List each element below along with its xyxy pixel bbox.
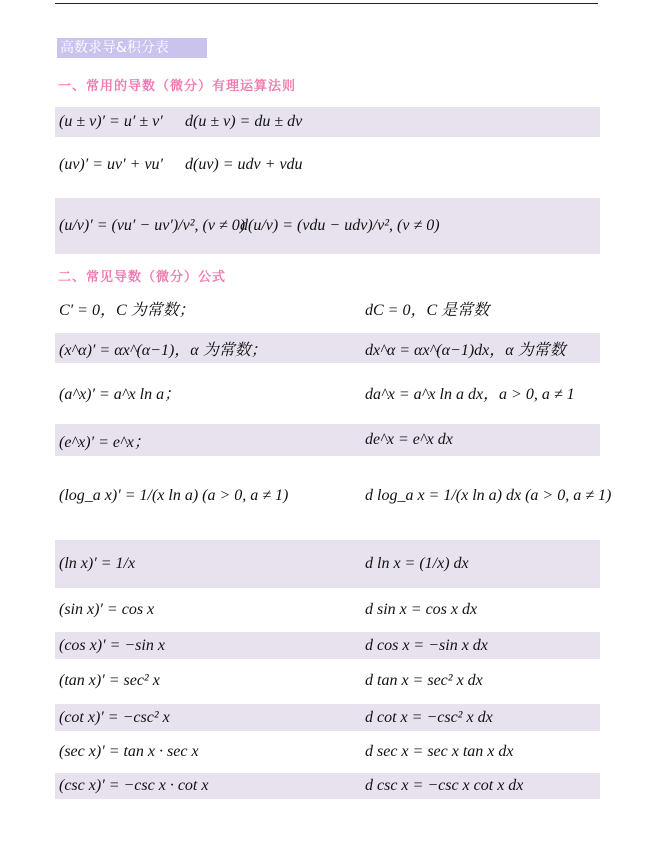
formula-row — [55, 667, 600, 695]
formula-derivative: (sec x)′ = tan x · sec x — [59, 743, 199, 760]
formula-derivative: (log_a x)′ = 1/(x ln a) (a > 0, a ≠ 1) — [59, 487, 289, 504]
formula-derivative: (cot x)′ = −csc² x — [59, 708, 170, 726]
formula-differential: d cos x = −sin x dx — [365, 636, 488, 654]
formula-differential: d sin x = cos x dx — [365, 601, 478, 618]
formula-row — [55, 107, 600, 137]
formula-differential: d csc x = −csc x cot x dx — [365, 777, 524, 794]
formula-row — [55, 333, 600, 363]
formula-quotient-derivative: (u/v)′ = (vu′ − uv′)/v², (v ≠ 0) — [59, 217, 246, 234]
formula-row — [55, 739, 600, 765]
header-rule — [55, 3, 598, 4]
formula-derivative: (a^x)′ = a^x ln a； — [59, 385, 181, 403]
formula-differential: d sec x = sec x tan x dx — [365, 743, 514, 760]
formula-sum-differential: d(u ± v) = du ± dv — [185, 113, 303, 130]
formula-row — [55, 540, 600, 588]
formula-row — [55, 773, 600, 799]
formula-differential: d ln x = (1/x) dx — [365, 555, 469, 572]
formula-row — [55, 704, 600, 731]
formula-row — [55, 597, 600, 623]
formula-derivative: (cos x)′ = −sin x — [59, 636, 165, 654]
formula-derivative: (csc x)′ = −csc x · cot x — [59, 777, 209, 794]
formula-differential: dx^α = αx^(α−1)dx，α 为常数 — [365, 341, 566, 359]
formula-derivative: (e^x)′ = e^x； — [59, 433, 150, 451]
formula-row — [55, 198, 600, 254]
formula-differential: de^x = e^x dx — [365, 431, 453, 448]
formula-row — [55, 632, 600, 659]
formula-row — [55, 424, 600, 456]
formula-derivative: C′ = 0，C 为常数； — [59, 301, 195, 319]
formula-quotient-differential: d(u/v) = (vdu − udv)/v², (v ≠ 0) — [240, 217, 440, 234]
formula-row — [55, 150, 600, 180]
section-heading-formulas: 二、常见导数（微分）公式 — [58, 270, 227, 285]
formula-derivative: (x^α)′ = αx^(α−1)，α 为常数； — [59, 341, 267, 359]
document-title: 高数求导&积分表 — [57, 38, 207, 58]
formula-product-derivative: (uv)′ = uv′ + vu′ — [59, 156, 164, 173]
formula-derivative: (sin x)′ = cos x — [59, 601, 155, 618]
formula-row — [55, 372, 600, 412]
formula-differential: dC = 0，C 是常数 — [365, 301, 490, 319]
formula-row — [55, 470, 612, 522]
formula-sum-derivative: (u ± v)′ = u′ ± v′ — [59, 113, 163, 130]
formula-derivative: (tan x)′ = sec² x — [59, 672, 160, 689]
formula-differential: d cot x = −csc² x dx — [365, 708, 493, 726]
formula-row — [55, 294, 600, 322]
formula-derivative: (ln x)′ = 1/x — [59, 555, 136, 572]
formula-differential: da^x = a^x ln a dx，a > 0, a ≠ 1 — [365, 385, 575, 403]
section-heading-rules: 一、常用的导数（微分）有理运算法则 — [58, 79, 297, 94]
formula-differential: d log_a x = 1/(x ln a) dx (a > 0, a ≠ 1) — [365, 487, 612, 504]
formula-product-differential: d(uv) = udv + vdu — [185, 156, 303, 173]
formula-differential: d tan x = sec² x dx — [365, 672, 483, 689]
